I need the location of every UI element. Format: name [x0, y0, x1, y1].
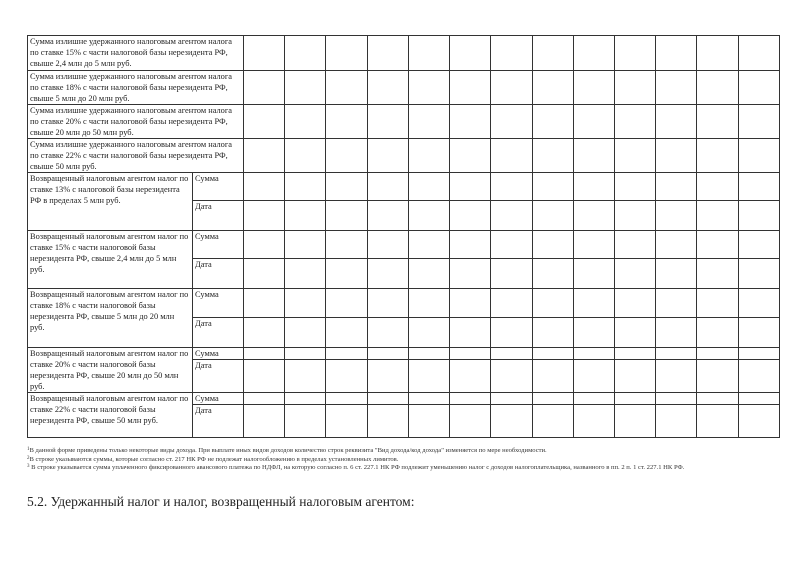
entry-cell[interactable] — [285, 259, 326, 289]
entry-cell[interactable] — [532, 201, 573, 231]
entry-cell[interactable] — [450, 289, 491, 318]
entry-cell[interactable] — [614, 318, 655, 348]
footnote-3: $^3$ В строке указывается сумма уплаченного фиксированного авансового платежа по НДФЛ, на которую согласно п. 6 ст. 227.1 НК РФ подлежит уменьшению налог с доходов налогоплательщика, названного в пп. 2 п. 1 ст. 227.1 НК РФ. — [27, 464, 685, 472]
table-row — [28, 105, 780, 139]
entry-cell[interactable] — [697, 231, 738, 259]
row-label: Сумма излишне удержанного налоговым агентом налога по ставке 18% с части налоговой базы нерезидента РФ, свыше 5 млн до 20 млн руб. — [28, 71, 244, 105]
entry-cell[interactable] — [532, 105, 573, 139]
entry-cell[interactable] — [614, 259, 655, 289]
entry-cell[interactable] — [573, 360, 614, 393]
entry-cell[interactable] — [408, 405, 449, 438]
entry-cell[interactable] — [614, 231, 655, 259]
entry-cell[interactable] — [326, 173, 367, 201]
entry-cell[interactable] — [244, 360, 285, 393]
entry-cell[interactable] — [738, 348, 779, 360]
entry-cell[interactable] — [408, 105, 449, 139]
row-label: Возвращенный налоговым агентом налог по ставке 15% с части налоговой базы нерезидента РФ, свыше 2,4 млн до 5 млн руб. — [28, 231, 193, 289]
entry-cell[interactable] — [738, 318, 779, 348]
entry-cell[interactable] — [614, 201, 655, 231]
entry-cell[interactable] — [491, 318, 532, 348]
entry-cell[interactable] — [367, 360, 408, 393]
entry-cell[interactable] — [738, 36, 779, 71]
entry-cell[interactable] — [697, 348, 738, 360]
entry-cell[interactable] — [285, 289, 326, 318]
row-label: Сумма излишне удержанного налоговым агентом налога по ставке 15% с части налоговой базы нерезидента РФ, свыше 2,4 млн до 5 млн руб. — [28, 36, 244, 71]
entry-cell[interactable] — [697, 318, 738, 348]
entry-cell[interactable] — [532, 231, 573, 259]
entry-cell[interactable] — [367, 405, 408, 438]
entry-cell[interactable] — [697, 36, 738, 71]
entry-cell[interactable] — [408, 201, 449, 231]
entry-cell[interactable] — [491, 36, 532, 71]
entry-cell[interactable] — [738, 173, 779, 201]
entry-cell[interactable] — [326, 71, 367, 105]
footnote-2: $^2$В строке указываются суммы, которые согласно ст. 217 НК РФ не подлежат налогообложению в пределах установленных лимитов. — [27, 455, 399, 463]
footnotes — [27, 447, 780, 473]
entry-cell[interactable] — [326, 105, 367, 139]
sum-label: Сумма — [193, 173, 244, 201]
entry-cell[interactable] — [738, 201, 779, 231]
table-row — [28, 289, 780, 318]
row-label: Сумма излишне удержанного налоговым агентом налога по ставке 22% с части налоговой базы нерезидента РФ, свыше 50 млн руб. — [28, 139, 244, 173]
entry-cell[interactable] — [326, 405, 367, 438]
entry-cell[interactable] — [450, 360, 491, 393]
entry-cell[interactable] — [491, 201, 532, 231]
entry-cell[interactable] — [491, 105, 532, 139]
entry-cell[interactable] — [367, 348, 408, 360]
entry-cell[interactable] — [367, 393, 408, 405]
entry-cell[interactable] — [656, 173, 697, 201]
entry-cell[interactable] — [697, 139, 738, 173]
entry-cell[interactable] — [491, 139, 532, 173]
table-row — [28, 393, 780, 405]
entry-cell[interactable] — [697, 105, 738, 139]
entry-cell[interactable] — [614, 173, 655, 201]
entry-cell[interactable] — [738, 259, 779, 289]
entry-cell[interactable] — [450, 139, 491, 173]
entry-cell[interactable] — [532, 259, 573, 289]
entry-cell[interactable] — [738, 71, 779, 105]
entry-cell[interactable] — [450, 173, 491, 201]
entry-cell[interactable] — [573, 201, 614, 231]
entry-cell[interactable] — [738, 139, 779, 173]
sum-label: Сумма — [193, 348, 244, 360]
entry-cell[interactable] — [614, 360, 655, 393]
entry-cell[interactable] — [532, 71, 573, 105]
entry-cell[interactable] — [244, 139, 285, 173]
entry-cell[interactable] — [450, 318, 491, 348]
entry-cell[interactable] — [532, 393, 573, 405]
entry-cell[interactable] — [656, 348, 697, 360]
entry-cell[interactable] — [244, 71, 285, 105]
entry-cell[interactable] — [367, 173, 408, 201]
table-row — [28, 231, 780, 259]
entry-cell[interactable] — [408, 393, 449, 405]
entry-cell[interactable] — [244, 348, 285, 360]
entry-cell[interactable] — [244, 231, 285, 259]
entry-cell[interactable] — [614, 348, 655, 360]
entry-cell[interactable] — [656, 393, 697, 405]
entry-cell[interactable] — [573, 348, 614, 360]
row-label: Возвращенный налоговым агентом налог по ставке 22% с части налоговой базы нерезидента РФ, свыше 50 млн руб. — [28, 393, 193, 438]
entry-cell[interactable] — [285, 139, 326, 173]
entry-cell[interactable] — [491, 71, 532, 105]
entry-cell[interactable] — [532, 289, 573, 318]
entry-cell[interactable] — [614, 139, 655, 173]
entry-cell[interactable] — [408, 173, 449, 201]
entry-cell[interactable] — [573, 393, 614, 405]
entry-cell[interactable] — [408, 289, 449, 318]
entry-cell[interactable] — [408, 231, 449, 259]
entry-cell[interactable] — [573, 173, 614, 201]
entry-cell[interactable] — [244, 393, 285, 405]
entry-cell[interactable] — [573, 105, 614, 139]
entry-cell[interactable] — [450, 201, 491, 231]
entry-cell[interactable] — [367, 139, 408, 173]
entry-cell[interactable] — [573, 289, 614, 318]
row-label: Возвращенный налоговым агентом налог по ставке 20% с части налоговой базы нерезидента РФ, свыше 20 млн до 50 млн руб. — [28, 348, 193, 393]
entry-cell[interactable] — [450, 231, 491, 259]
date-label: Дата — [193, 201, 244, 231]
entry-cell[interactable] — [614, 289, 655, 318]
entry-cell[interactable] — [367, 318, 408, 348]
entry-cell[interactable] — [738, 231, 779, 259]
entry-cell[interactable] — [408, 360, 449, 393]
entry-cell[interactable] — [656, 360, 697, 393]
entry-cell[interactable] — [656, 36, 697, 71]
entry-cell[interactable] — [491, 405, 532, 438]
entry-cell[interactable] — [738, 360, 779, 393]
entry-cell[interactable] — [326, 139, 367, 173]
entry-cell[interactable] — [656, 71, 697, 105]
entry-cell[interactable] — [532, 360, 573, 393]
date-label: Дата — [193, 405, 244, 438]
entry-cell[interactable] — [656, 289, 697, 318]
table-row — [28, 173, 780, 201]
entry-cell[interactable] — [450, 405, 491, 438]
date-label: Дата — [193, 318, 244, 348]
entry-cell[interactable] — [408, 318, 449, 348]
entry-cell[interactable] — [573, 36, 614, 71]
entry-cell[interactable] — [532, 318, 573, 348]
date-label: Дата — [193, 360, 244, 393]
entry-cell[interactable] — [326, 231, 367, 259]
entry-cell[interactable] — [532, 348, 573, 360]
entry-cell[interactable] — [367, 231, 408, 259]
entry-cell[interactable] — [450, 348, 491, 360]
entry-cell[interactable] — [367, 105, 408, 139]
entry-cell[interactable] — [408, 36, 449, 71]
entry-cell[interactable] — [738, 405, 779, 438]
entry-cell[interactable] — [285, 231, 326, 259]
entry-cell[interactable] — [285, 71, 326, 105]
entry-cell[interactable] — [244, 318, 285, 348]
entry-cell[interactable] — [656, 318, 697, 348]
entry-cell[interactable] — [326, 348, 367, 360]
entry-cell[interactable] — [450, 105, 491, 139]
entry-cell[interactable] — [285, 36, 326, 71]
entry-cell[interactable] — [367, 289, 408, 318]
entry-cell[interactable] — [573, 71, 614, 105]
entry-cell[interactable] — [244, 201, 285, 231]
entry-cell[interactable] — [656, 231, 697, 259]
entry-cell[interactable] — [614, 405, 655, 438]
row-label: Возвращенный налоговым агентом налог по ставке 13% с налоговой базы нерезидента РФ в пределах 5 млн руб. — [28, 173, 193, 231]
entry-cell[interactable] — [738, 105, 779, 139]
entry-cell[interactable] — [738, 289, 779, 318]
entry-cell[interactable] — [285, 360, 326, 393]
entry-cell[interactable] — [285, 348, 326, 360]
table-row — [28, 71, 780, 105]
entry-cell[interactable] — [697, 259, 738, 289]
sum-label: Сумма — [193, 231, 244, 259]
entry-cell[interactable] — [244, 105, 285, 139]
entry-cell[interactable] — [697, 393, 738, 405]
entry-cell[interactable] — [244, 173, 285, 201]
entry-cell[interactable] — [285, 405, 326, 438]
entry-cell[interactable] — [285, 393, 326, 405]
entry-cell[interactable] — [532, 405, 573, 438]
entry-cell[interactable] — [450, 36, 491, 71]
sum-label: Сумма — [193, 289, 244, 318]
entry-cell[interactable] — [450, 259, 491, 289]
entry-cell[interactable] — [285, 105, 326, 139]
entry-cell[interactable] — [697, 173, 738, 201]
entry-cell[interactable] — [244, 289, 285, 318]
entry-cell[interactable] — [367, 71, 408, 105]
entry-cell[interactable] — [408, 71, 449, 105]
entry-cell[interactable] — [614, 105, 655, 139]
entry-cell[interactable] — [573, 259, 614, 289]
entry-cell[interactable] — [656, 201, 697, 231]
entry-cell[interactable] — [408, 139, 449, 173]
entry-cell[interactable] — [326, 360, 367, 393]
table-row — [28, 348, 780, 360]
entry-cell[interactable] — [491, 259, 532, 289]
entry-cell[interactable] — [532, 36, 573, 71]
entry-cell[interactable] — [491, 348, 532, 360]
entry-cell[interactable] — [738, 393, 779, 405]
entry-cell[interactable] — [408, 348, 449, 360]
entry-cell[interactable] — [326, 36, 367, 71]
sum-label: Сумма — [193, 393, 244, 405]
entry-cell[interactable] — [614, 71, 655, 105]
entry-cell[interactable] — [697, 71, 738, 105]
entry-cell[interactable] — [285, 201, 326, 231]
entry-cell[interactable] — [573, 139, 614, 173]
entry-cell[interactable] — [656, 259, 697, 289]
entry-cell[interactable] — [614, 393, 655, 405]
entry-cell[interactable] — [285, 318, 326, 348]
entry-cell[interactable] — [697, 360, 738, 393]
entry-cell[interactable] — [367, 259, 408, 289]
section-heading: 5.2. Удержанный налог и налог, возвращенный налоговым агентом: — [27, 494, 415, 509]
table-row — [28, 36, 780, 71]
entry-cell[interactable] — [573, 405, 614, 438]
entry-cell[interactable] — [656, 139, 697, 173]
entry-cell[interactable] — [408, 259, 449, 289]
entry-cell[interactable] — [697, 289, 738, 318]
entry-cell[interactable] — [614, 36, 655, 71]
entry-cell[interactable] — [491, 393, 532, 405]
entry-cell[interactable] — [532, 139, 573, 173]
entry-cell[interactable] — [285, 173, 326, 201]
entry-cell[interactable] — [244, 36, 285, 71]
date-label: Дата — [193, 259, 244, 289]
entry-cell[interactable] — [326, 318, 367, 348]
entry-cell[interactable] — [244, 259, 285, 289]
entry-cell[interactable] — [697, 201, 738, 231]
entry-cell[interactable] — [450, 393, 491, 405]
entry-cell[interactable] — [573, 318, 614, 348]
entry-cell[interactable] — [697, 405, 738, 438]
entry-cell[interactable] — [573, 231, 614, 259]
entry-cell[interactable] — [367, 201, 408, 231]
entry-cell[interactable] — [491, 173, 532, 201]
entry-cell[interactable] — [656, 105, 697, 139]
entry-cell[interactable] — [656, 405, 697, 438]
footnote-1: $^1$В данной форме приведены только некоторые виды дохода. При выплате иных видов доходов количество строк реквизита "Вид дохода/код дохода" изменяется по мере необходимости. — [27, 447, 547, 454]
entry-cell[interactable] — [450, 71, 491, 105]
entry-cell[interactable] — [326, 393, 367, 405]
entry-cell[interactable] — [326, 289, 367, 318]
row-label: Возвращенный налоговым агентом налог по ставке 18% с части налоговой базы нерезидента РФ, свыше 5 млн до 20 млн руб. — [28, 289, 193, 348]
table-row — [28, 139, 780, 173]
entry-cell[interactable] — [326, 259, 367, 289]
entry-cell[interactable] — [326, 201, 367, 231]
entry-cell[interactable] — [491, 231, 532, 259]
entry-cell[interactable] — [532, 173, 573, 201]
row-label: Сумма излишне удержанного налоговым агентом налога по ставке 20% с части налоговой базы нерезидента РФ, свыше 20 млн до 50 млн руб. — [28, 105, 244, 139]
tax-form-table — [27, 35, 780, 438]
entry-cell[interactable] — [367, 36, 408, 71]
entry-cell[interactable] — [244, 405, 285, 438]
entry-cell[interactable] — [491, 360, 532, 393]
entry-cell[interactable] — [491, 289, 532, 318]
